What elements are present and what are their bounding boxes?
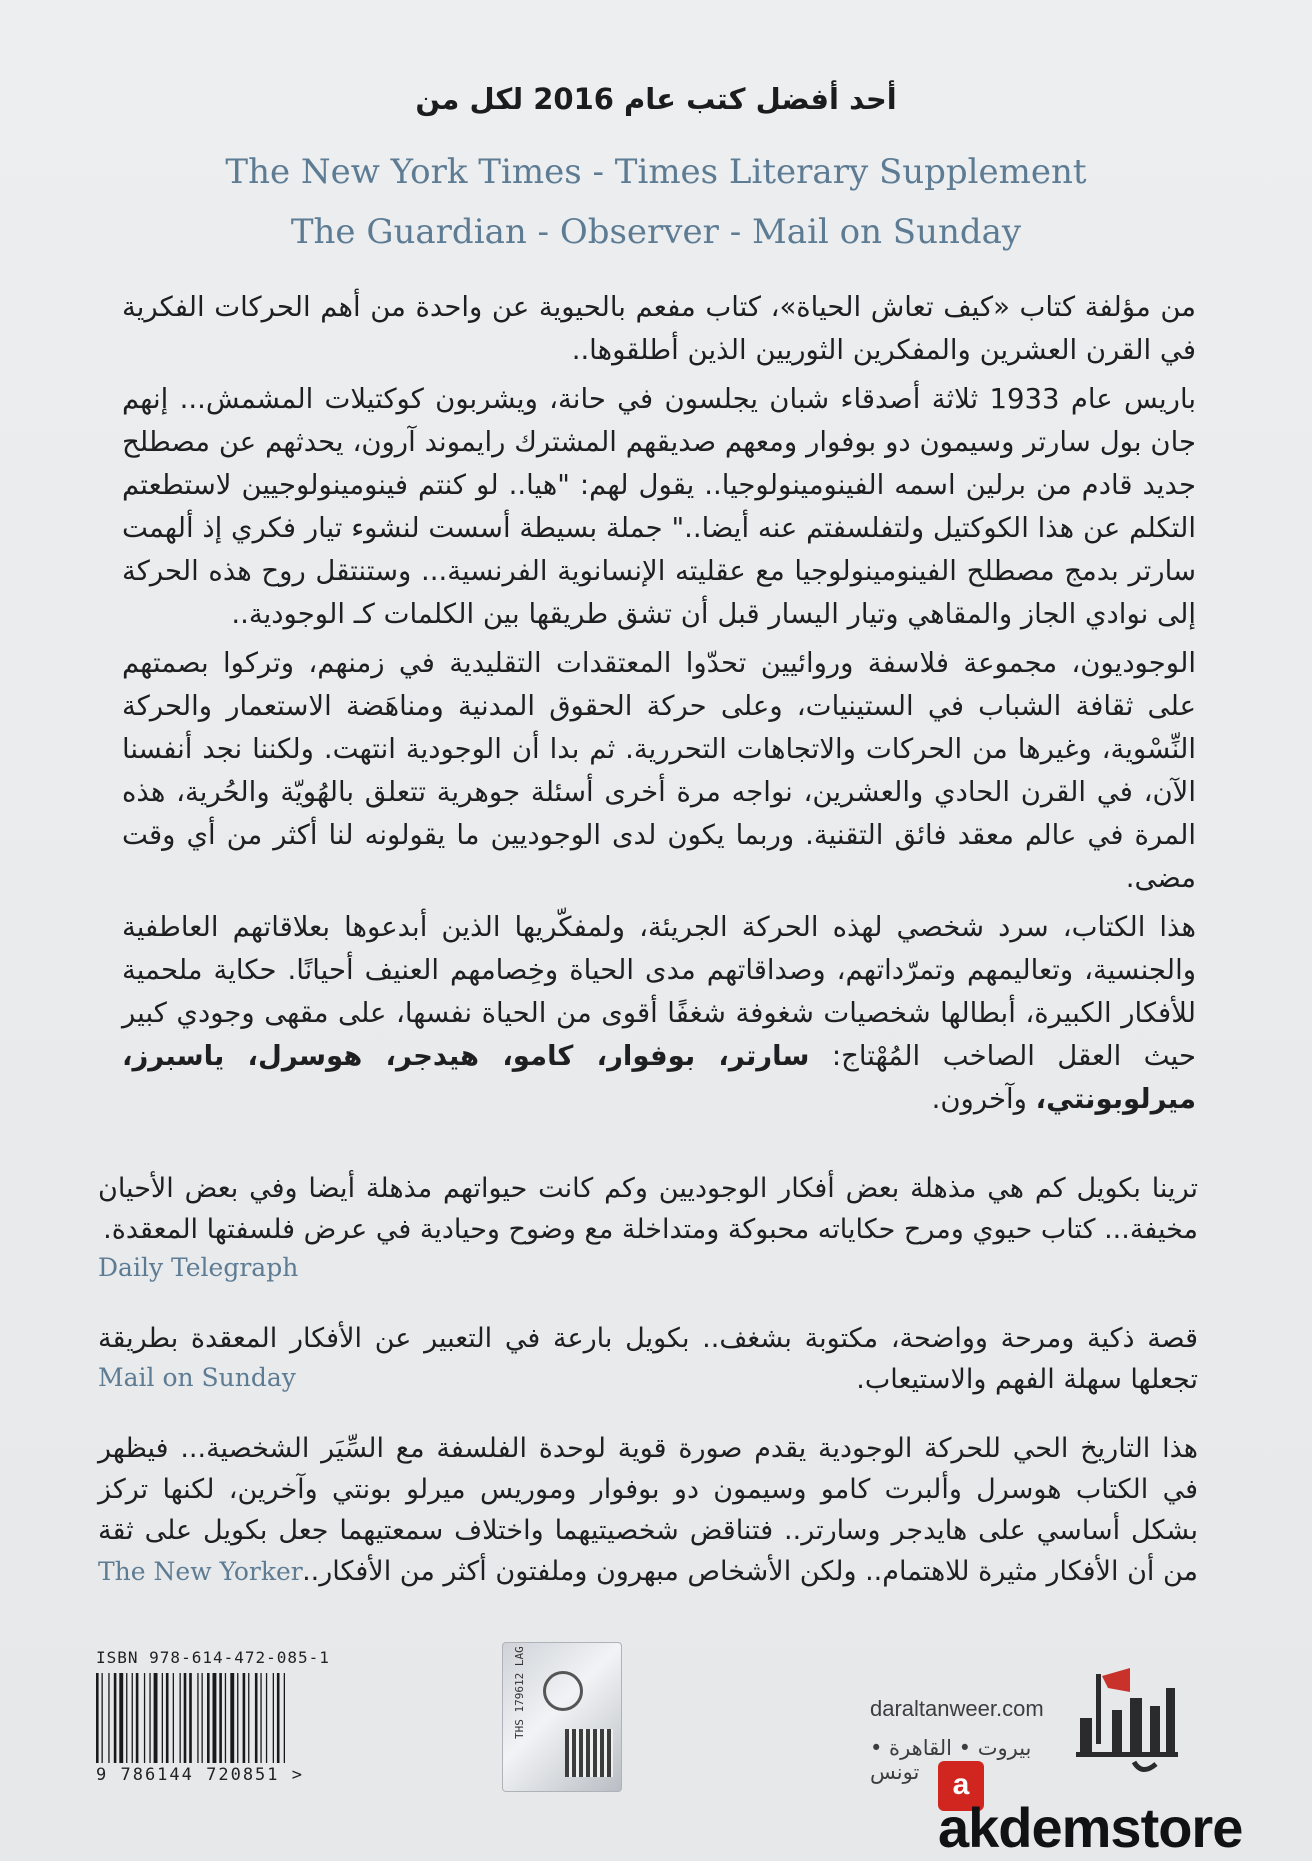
review-daily-telegraph [98,1168,1198,1292]
blurb [122,286,1196,1127]
qr-code-icon [565,1729,613,1777]
review-mail-on-sunday [98,1318,1198,1402]
sticker-label: THS 179612 LAG [513,1646,526,1739]
bird-icon [543,1671,583,1711]
review-text: ترينا بكويل كم هي مذهلة بعض أفكار الوجوديين وكم كانت حيواتهم مذهلة أيضا وفي بعض الأحيان مخيفة... كتاب حيوي ومرح حكاياته محبوكة ومتداخلة مع وضوح وحيادية في عرض فلسفتها المعقدة. [98,1173,1198,1245]
press-line-2: The Guardian - Observer - Mail on Sunday [290,212,1022,252]
store-name: akdemstore [938,1796,1243,1859]
philosopher-names: سارتر، بوفوار، كامو، هيدجر، هوسرل، ياسبرز، ميرلوبونتي، [122,1040,1196,1115]
review-source: Mail on Sunday [98,1363,296,1392]
isbn-block [96,1648,354,1785]
review-text: هذا التاريخ الحي للحركة الوجودية يقدم صورة قوية لوحدة الفلسفة مع السِّيَر الشخصية... فيظهر في الكتاب هوسرل وألبرت كامو وسيمون دو بوفوار وموريس ميرلو بونتي وآخرين، لكنها تركز بشكل أساسي على هايدجر وسارتر.. فتناقض شخصيتيهما واختلاف سمعتيهما جعل بكويل على ثقة من أن الأفكار مثيرة للاهتمام.. ولكن الأشخاص مبهرون وملفتون أكثر من الأفكار.. [98,1433,1198,1587]
review-source: Daily Telegraph [98,1253,299,1282]
publisher-url: daraltanweer.com [870,1696,1044,1721]
blurb-paragraph-2: باريس عام 1933 ثلاثة أصدقاء شبان يجلسون في حانة، ويشربون كوكتيلات المشمش... إنهم جان بول سارتر وسيمون دو بوفوار ومعهم صديقهم المشترك رايموند آرون، يحدثهم عن مصطلح جديد قادم من برلين اسمه الفينومينولوجيا.. يقول لهم: "هيا.. لو كنتم فينومينولوجيين لاستطعتم التكلم عن هذا الكوكتيل ولتفلسفتم عنه أيضا.." جملة بسيطة أسست لنشوء تيار فكري إذ ألهمت سارتر بدمج مصطلح الفينومينولوجيا مع عقليته الإنسانوية الفرنسية... وستنتقل روح هذه الحركة إلى نوادي الجاز والمقاهي وتيار اليسار قبل أن تشق طريقها بين الكلمات كـ الوجودية.. [122,383,1196,630]
publisher-cities: بيروت • القاهرة • تونس [870,1736,1032,1784]
review-text: قصة ذكية ومرحة وواضحة، مكتوبة بشغف.. بكويل بارعة في التعبير عن الأفكار المعقدة بطريقة تجعلها سهلة الفهم والاستيعاب. [98,1323,1198,1395]
barcode-digits: 9 786144 720851 > [96,1765,304,1785]
review-new-yorker [98,1428,1198,1596]
hologram-sticker [502,1642,622,1792]
blurb-paragraph-4-end: وآخرون. [931,1083,1027,1115]
isbn-text: ISBN 978-614-472-085-1 [96,1648,330,1667]
barcode-bars [96,1673,342,1763]
barcode [96,1673,342,1763]
press-line-1: The New York Times - Times Literary Supplement [225,152,1087,192]
blurb-paragraph-3: الوجوديون، مجموعة فلاسفة وروائيين تحدّوا المعتقدات التقليدية في زمنهم، وتركوا بصمتهم على ثقافة الشباب في الستينيات، وعلى حركة الحقوق المدنية ومناهَضة الاستعمار والحركة النِّسْوية، وغيرها من الحركات والاتجاهات التحررية. ثم بدا أن الوجودية انتهت. ولكننا نجد أنفسنا الآن، في القرن الحادي والعشرين، نواجه مرة أخرى أسئلة جوهرية تتعلق بالهُويّة والحُرية، هذه المرة في عالم معقد فائق التقنية. وربما يكون لدى الوجوديين ما يقولونه لنا أكثر من أي وقت مضى. [122,647,1196,894]
blurb-paragraph-4 [122,906,1196,1121]
store-logo-icon: a [938,1761,984,1811]
award-line: أحد أفضل كتب عام 2016 لكل من [415,82,897,116]
review-source: The New Yorker [98,1557,303,1586]
store-watermark [938,1761,1298,1859]
blurb-paragraph-4-start: هذا الكتاب، سرد شخصي لهذه الحركة الجريئة، ولمفكّريها الذين أبدعوها بعلاقاتهم العاطفية والجنسية، وتعاليمهم وتمرّداتهم، وصداقاتهم مدى الحياة وخِصامهم العنيف أحيانًا. حكاية ملحمية للأفكار الكبيرة، أبطالها شخصيات شغوفة شغفًا أقوى من الحياة نفسها، على مقهى وجودي كبير حيث العقل الصاخب المُهْتاج: [122,911,1196,1072]
blurb-paragraph-1: من مؤلفة كتاب «كيف تعاش الحياة»، كتاب مفعم بالحيوية عن واحدة من أهم الحركات الفكرية في القرن العشرين والمفكرين الثوريين الذين أطلقوها.. [122,291,1196,366]
